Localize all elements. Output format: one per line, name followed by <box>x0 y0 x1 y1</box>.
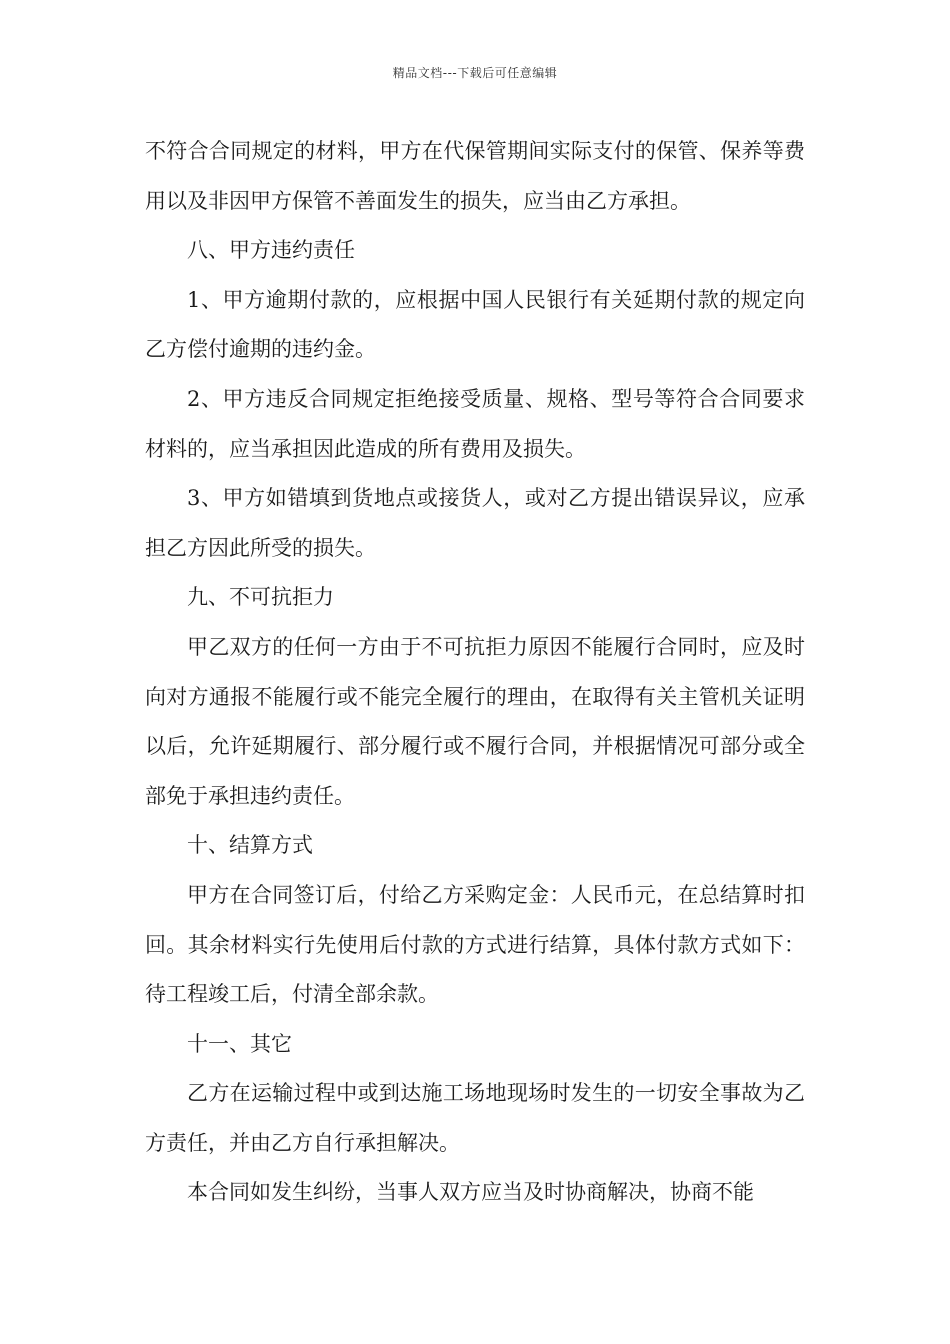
paragraph-10: 甲方在合同签订后，付给乙方采购定金：人民币元，在总结算时扣回。其余材料实行先使用后付款的方式进行结算，具体付款方式如下：待工程竣工后，付清全部余款。 <box>145 882 805 1007</box>
paragraph-continuation: 不符合合同规定的材料，甲方在代保管期间实际支付的保管、保养等费用以及非因甲方保管不善面发生的损失，应当由乙方承担。 <box>145 139 805 213</box>
section-heading-8: 八、甲方违约责任 <box>187 238 355 263</box>
paragraph-9: 甲乙双方的任何一方由于不可抗拒力原因不能履行合同时，应及时向对方通报不能履行或不能完全履行的理由，在取得有关主管机关证明以后，允许延期履行、部分履行或不履行合同，并根据情况可部分或全部免于承担违约责任。 <box>145 634 805 808</box>
paragraph-8-2: 2、甲方违反合同规定拒绝接受质量、规格、型号等符合合同要求材料的，应当承担因此造成的所有费用及损失。 <box>145 386 805 461</box>
paragraph-8-3: 3、甲方如错填到货地点或接货人，或对乙方提出错误异议，应承担乙方因此所受的损失。 <box>145 486 805 560</box>
paragraph-11-1: 乙方在运输过程中或到达施工场地现场时发生的一切安全事故为乙方责任，并由乙方自行承担解决。 <box>145 1081 805 1155</box>
page-header: 精品文档---下载后可任意编辑 <box>392 66 558 80</box>
paragraph-11-2: 本合同如发生纠纷，当事人双方应当及时协商解决，协商不能 <box>187 1180 754 1205</box>
paragraph-8-1: 1、甲方逾期付款的，应根据中国人民银行有关延期付款的规定向乙方偿付逾期的违约金。 <box>145 287 805 362</box>
section-heading-10: 十、结算方式 <box>187 833 313 858</box>
section-heading-9: 九、不可抗拒力 <box>187 585 334 610</box>
section-heading-11: 十一、其它 <box>187 1031 292 1056</box>
document-body <box>145 127 805 1218</box>
